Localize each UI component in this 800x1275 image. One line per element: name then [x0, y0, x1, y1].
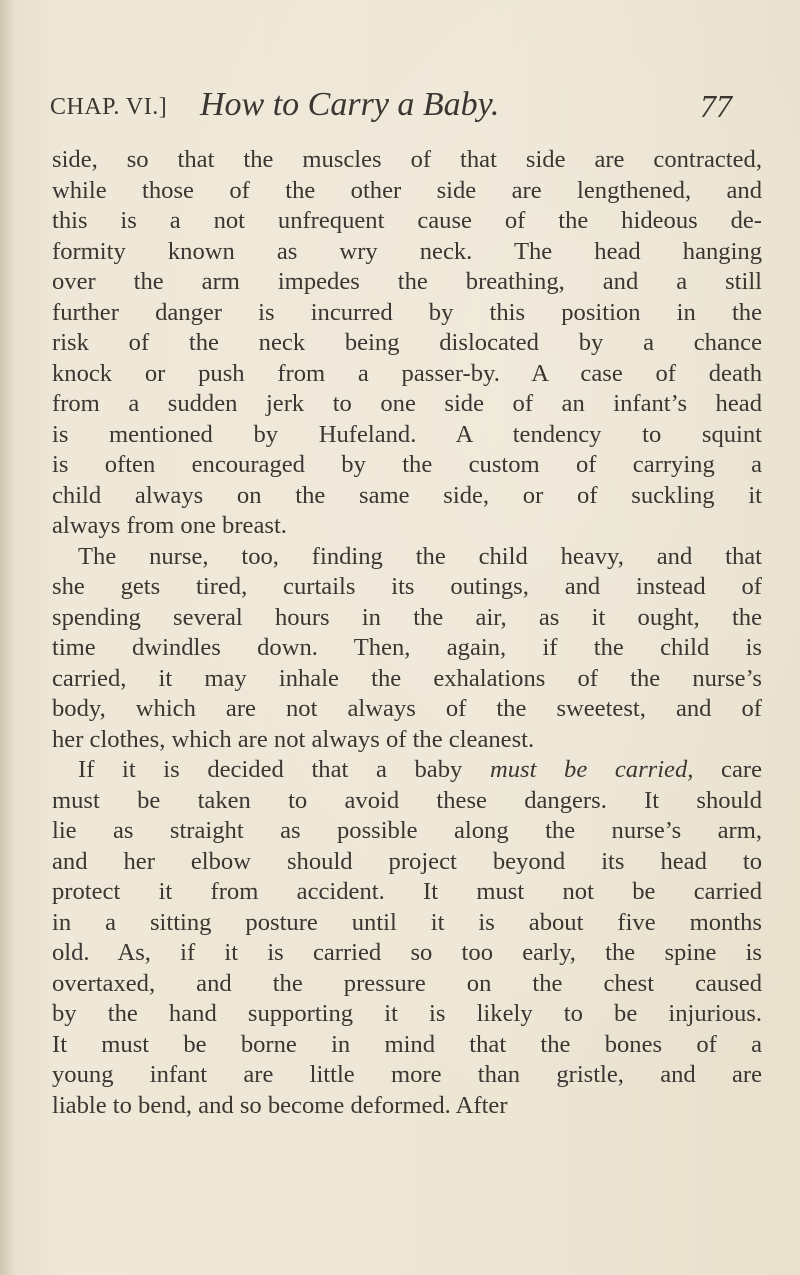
text-line: old. As, if it is carried so too early, the spine is — [52, 939, 762, 966]
text-line: carried, it may inhale the exhalations of the nurse’s — [52, 664, 762, 692]
chapter-label: CHAP. VI.] — [50, 94, 168, 120]
text-segment: care — [693, 756, 762, 783]
text-line: child always on the same side, or of suckling it — [52, 481, 762, 509]
text-line: always from one breast. — [52, 512, 287, 539]
text-line: liable to bend, and so become deformed. After — [52, 1091, 508, 1119]
text-line: overtaxed, and the pressure on the chest caused — [52, 969, 762, 997]
text-line: must be taken to avoid these dangers. It should — [52, 786, 762, 814]
italic-emphasis: must be carried, — [489, 756, 694, 783]
text-line: in a sitting posture until it is about five months — [52, 908, 762, 936]
text-segment: If it is decided that a baby — [78, 756, 490, 783]
text-line: It must be borne in mind that the bones of a — [52, 1030, 762, 1058]
text-line: lie as straight as possible along the nurse’s arm, — [52, 817, 762, 844]
text-line: this is a not unfrequent cause of the hideous de- — [52, 207, 762, 234]
text-line: risk of the neck being dislocated by a chance — [52, 329, 762, 356]
running-title: How to Carry a Baby. — [200, 86, 500, 123]
text-line: spending several hours in the air, as it ought, the — [52, 603, 762, 631]
text-line: protect it from accident. It must not be carried — [52, 878, 762, 905]
text-line: from a sudden jerk to one side of an infant’s head — [52, 390, 762, 417]
text-line: side, so that the muscles of that side are contracted, — [52, 146, 762, 173]
text-line: time dwindles down. Then, again, if the child is — [52, 634, 762, 661]
page-number: 77 — [700, 88, 732, 124]
text-line — [52, 755, 762, 786]
text-line: formity known as wry neck. The head hanging — [52, 237, 762, 265]
text-line: she gets tired, curtails its outings, and instead of — [52, 573, 762, 600]
text-line: while those of the other side are lengthened, and — [52, 176, 762, 204]
text-line: is mentioned by Hufeland. A tendency to squint — [52, 420, 762, 448]
text-line: and her elbow should project beyond its head to — [52, 847, 762, 875]
running-head — [50, 86, 760, 130]
body-text — [52, 145, 762, 1121]
text-line: body, which are not always of the sweetest, and of — [52, 695, 762, 722]
text-line: is often encouraged by the custom of carrying a — [52, 451, 762, 478]
text-line: young infant are little more than gristle, and are — [52, 1061, 762, 1088]
text-line: her clothes, which are not always of the cleanest. — [52, 725, 535, 753]
text-line: further danger is incurred by this position in the — [52, 298, 762, 326]
text-line: knock or push from a passer-by. A case of death — [52, 359, 762, 387]
page-gutter-shadow — [0, 0, 14, 1275]
text-line: over the arm impedes the breathing, and a still — [52, 268, 762, 295]
text-line: The nurse, too, finding the child heavy, and that — [78, 542, 762, 570]
text-line: by the hand supporting it is likely to be injurious. — [52, 1000, 762, 1027]
